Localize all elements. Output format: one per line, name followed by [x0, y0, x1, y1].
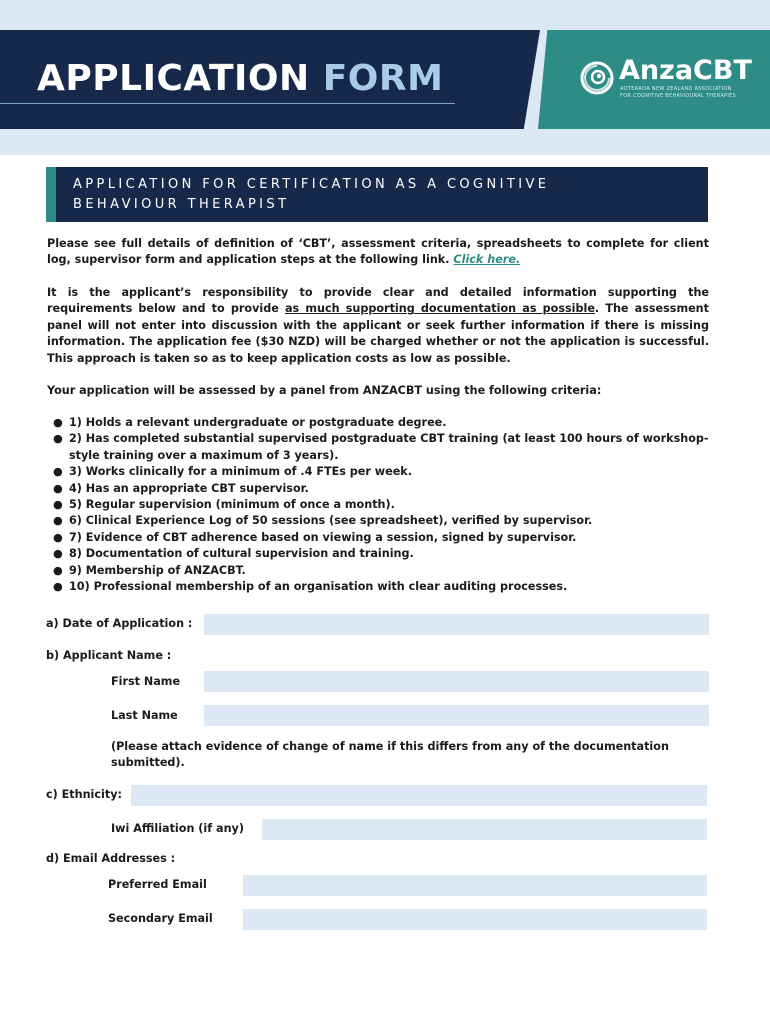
responsibility-text-after: . The assessment panel will not enter into discussion with the applicant or seek further information if there is missing information. The application fee ($30 NZD) will be charged whether or not the application is successful. This approach is taken so as to keep application costs as low as possible.: [47, 302, 709, 365]
criterion-text: 5) Regular supervision (minimum of once a month).: [69, 498, 395, 512]
secondary-email-input[interactable]: [243, 909, 707, 930]
bullet-icon: ●: [53, 416, 63, 429]
responsibility-underlined: as much supporting documentation as possible: [284, 302, 595, 316]
email-addresses-label: d) Email Addresses :: [46, 852, 176, 865]
criteria-list: [47, 415, 709, 595]
bullet-icon: ●: [53, 432, 63, 446]
list-item: [53, 497, 709, 513]
first-name-label: First Name: [111, 675, 181, 688]
first-name-input[interactable]: [204, 671, 709, 692]
criterion-text: 3) Works clinically for a minimum of .4 FTEs per week.: [69, 465, 412, 479]
last-name-label: Last Name: [111, 709, 178, 722]
criterion-text: 6) Clinical Experience Log of 50 sessions (see spreadsheet), verified by supervisor.: [69, 514, 593, 528]
list-item: [53, 530, 709, 546]
iwi-affiliation-input[interactable]: [262, 819, 707, 840]
list-item: [53, 546, 709, 562]
intro-text: Please see full details of definition of ‘CBT’, assessment criteria, spreadsheets to complete for client log, supervisor form and application steps at the following link.: [47, 237, 709, 267]
list-item: [53, 563, 709, 579]
last-name-input[interactable]: [204, 705, 709, 726]
ethnicity-label: c) Ethnicity:: [46, 788, 122, 801]
logo-subtitle-line1: AOTEAROA NEW ZEALAND ASSOCIATION: [620, 86, 732, 92]
bullet-icon: ●: [53, 514, 63, 528]
title-primary: APPLICATION: [37, 58, 310, 99]
title-underline: [0, 103, 455, 104]
criterion-text: 7) Evidence of CBT adherence based on viewing a session, signed by supervisor.: [69, 530, 577, 544]
bullet-icon: ●: [53, 530, 63, 544]
criterion-text: 8) Documentation of cultural supervision and training.: [69, 547, 414, 561]
list-item: [53, 415, 709, 431]
preferred-email-input[interactable]: [243, 875, 707, 896]
anzacbt-logo: [580, 55, 752, 102]
section-heading: [73, 175, 673, 215]
list-item: [53, 431, 709, 464]
title-accent: FORM: [322, 58, 444, 99]
criterion-text: 10) Professional membership of an organisation with clear auditing processes.: [69, 580, 568, 594]
name-change-note: (Please attach evidence of change of name if this differs from any of the documentation submitted).: [111, 740, 669, 770]
date-of-application-label: a) Date of Application :: [46, 617, 193, 630]
section-heading-line2: BEHAVIOUR THERAPIST: [73, 197, 290, 212]
list-item: [53, 579, 709, 595]
list-item: [53, 464, 709, 480]
list-item: [53, 513, 709, 529]
logo-brand: AnzaCBT: [619, 55, 752, 86]
criterion-text: 1) Holds a relevant undergraduate or postgraduate degree.: [69, 416, 447, 429]
applicant-name-label: b) Applicant Name :: [46, 649, 172, 662]
secondary-email-label: Secondary Email: [108, 912, 213, 925]
logo-subtitle-line2: FOR COGNITIVE BEHAVIOURAL THERAPIES: [620, 93, 737, 99]
date-of-application-input[interactable]: [204, 614, 709, 635]
section-heading-line1: APPLICATION FOR CERTIFICATION AS A COGNITIVE: [73, 177, 550, 192]
criteria-intro: Your application will be assessed by a panel from ANZACBT using the following criteria:: [47, 384, 602, 397]
bullet-icon: ●: [53, 481, 63, 495]
responsibility-paragraph: [47, 285, 709, 367]
section-banner: [46, 167, 708, 222]
bullet-icon: ●: [53, 547, 63, 561]
criterion-text: 4) Has an appropriate CBT supervisor.: [69, 481, 309, 495]
bullet-icon: ●: [53, 465, 63, 479]
list-item: [53, 481, 709, 497]
responsibility-text-before: It is the applicant’s responsibility to provide clear and detailed information supporting the requirements below and to provide: [47, 286, 709, 316]
bullet-icon: ●: [53, 498, 63, 512]
intro-paragraph: [47, 236, 709, 269]
bullet-icon: ●: [53, 580, 63, 594]
iwi-affiliation-label: Iwi Affiliation (if any): [111, 822, 244, 835]
ethnicity-input[interactable]: [131, 785, 707, 806]
bullet-icon: ●: [53, 563, 63, 577]
click-here-link[interactable]: Click here.: [453, 253, 521, 267]
page-title: [37, 58, 443, 99]
koru-logo-icon: [580, 60, 614, 96]
preferred-email-label: Preferred Email: [108, 878, 207, 891]
criterion-text: 2) Has completed substantial supervised postgraduate CBT training (at least 100 hours of workshop-style training over a maximum of 3 years).: [69, 432, 709, 462]
criterion-text: 9) Membership of ANZACBT.: [69, 563, 246, 577]
